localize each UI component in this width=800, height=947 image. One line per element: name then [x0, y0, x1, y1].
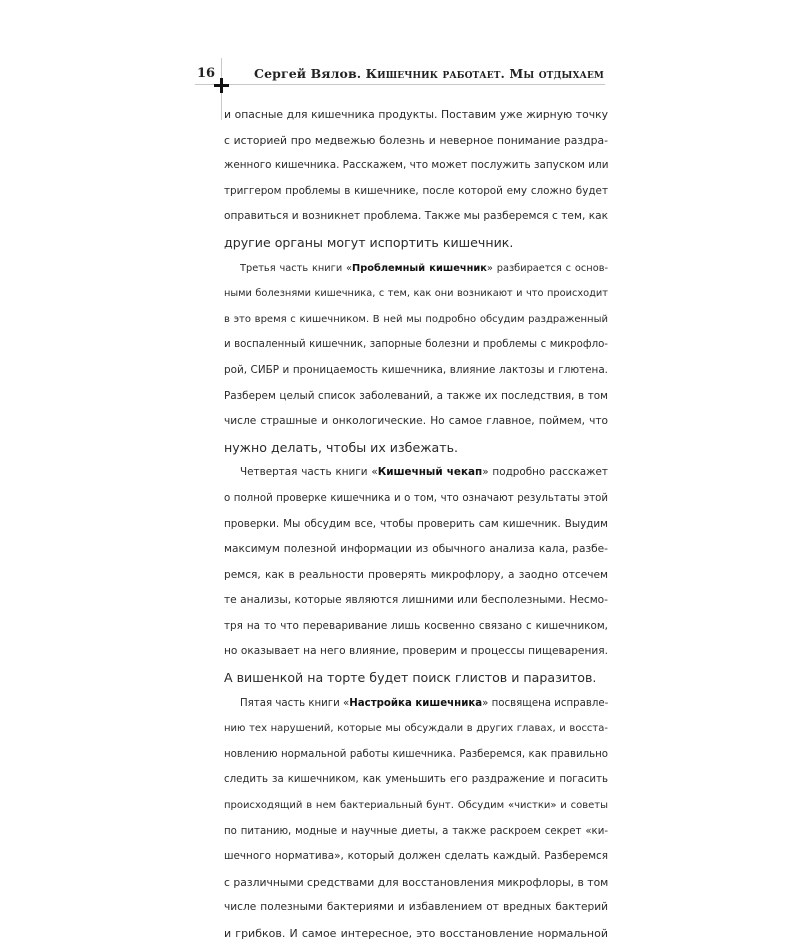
text-line: оправиться и возникнет проблема. Также мы разберемся с тем, как [224, 210, 608, 223]
part-title: Настройка кишечника [349, 697, 483, 709]
text-line: числе полезными бактериями и избавлением от вредных бактерий [224, 901, 608, 914]
running-head-author: Сергей Вялов. [254, 66, 362, 81]
text-line: числе страшные и онкологические. Но самое главное, поймем, что [224, 415, 608, 428]
text-line: А вишенкой на торте будет поиск глистов и паразитов. [224, 670, 597, 686]
text-line: но оказывает на него влияние, проверим и процессы пищеварения. [224, 645, 608, 658]
text-line: и воспаленный кишечник, запорные болезни и проблемы с микрофло- [224, 339, 608, 351]
text-line: триггером проблемы в кишечнике, после которой ему сложно будет [224, 184, 608, 197]
running-head-title-1: Кишечник работает. [365, 66, 505, 81]
text-line: происходящий в нем бактериальный бунт. Обсудим «чистки» и советы [224, 800, 608, 812]
text-line: максимум полезной информации из обычного анализа кала, разбе- [224, 543, 608, 556]
text-line: проверки. Мы обсудим все, чтобы проверить сам кишечник. Выудим [224, 517, 608, 530]
paragraph-start [224, 460, 608, 486]
paragraph-start [224, 691, 608, 717]
text-line: с различными средствами для восстановления микрофлоры, в том [224, 875, 609, 889]
text-line: женного кишечника. Расскажем, что может послужить запуском или [224, 159, 609, 172]
text-post: » разбирается с основ- [486, 262, 609, 274]
running-head-title-2: Мы отдыхаем [509, 66, 604, 81]
part-title: Проблемный кишечник [352, 262, 487, 274]
text-pre: Третья часть книги « [240, 262, 353, 274]
page-number: 16 [197, 66, 216, 81]
paragraph-start [224, 256, 608, 282]
body-text [224, 102, 608, 947]
text-line: нию тех нарушений, которые мы обсуждали в других главах, и восста- [224, 723, 608, 735]
text-line: нужно делать, чтобы их избежать. [224, 439, 459, 455]
text-line: рой, СИБР и проницаемость кишечника, влияние лактозы и глютена. [224, 363, 608, 376]
running-head [254, 66, 604, 81]
text-pre: Четвертая часть книги « [240, 466, 378, 479]
header-rule [195, 84, 605, 85]
text-line: шечного норматива», который должен сделать каждый. Разберемся [224, 850, 608, 863]
text-line: в это время с кишечником. В ней мы подробно обсудим раздраженный [224, 313, 608, 325]
text-pre: Пятая часть книги « [240, 697, 350, 709]
plus-vertical [220, 78, 223, 93]
text-line: и грибков. И самое интересное, это восстановление нормальной [224, 927, 608, 940]
text-post: » посвящена исправле- [482, 697, 609, 709]
text-line: и опасные для кишечника продукты. Поставим уже жирную точку [224, 108, 608, 121]
text-line: новлению нормальной работы кишечника. Разберемся, как правильно [224, 748, 608, 760]
text-line: другие органы могут испортить кишечник. [224, 234, 514, 250]
text-post: » подробно расскажет [482, 466, 608, 479]
text-line: о полной проверке кишечника и о том, что означают результаты этой [224, 492, 608, 504]
text-line: Разберем целый список заболеваний, а также их последствия, в том [224, 389, 608, 402]
text-line: тря на то что переваривание лишь косвенно связано с кишечником, [224, 619, 608, 632]
text-line: те анализы, которые являются лишними или бесполезными. Несмо- [224, 594, 608, 607]
part-title: Кишечный чекап [377, 466, 483, 479]
text-line: следить за кишечником, как уменьшить его раздражение и погасить [224, 774, 608, 786]
text-line: по питанию, модные и научные диеты, а также раскроем секрет «ки- [224, 825, 608, 837]
text-line: ными болезнями кишечника, с тем, как они возникают и что происходит [224, 288, 608, 300]
text-line: ремся, как в реальности проверять микрофлору, а заодно отсечем [224, 568, 608, 581]
text-line: с историей про медвежью болезнь и неверное понимание раздра- [224, 133, 608, 147]
